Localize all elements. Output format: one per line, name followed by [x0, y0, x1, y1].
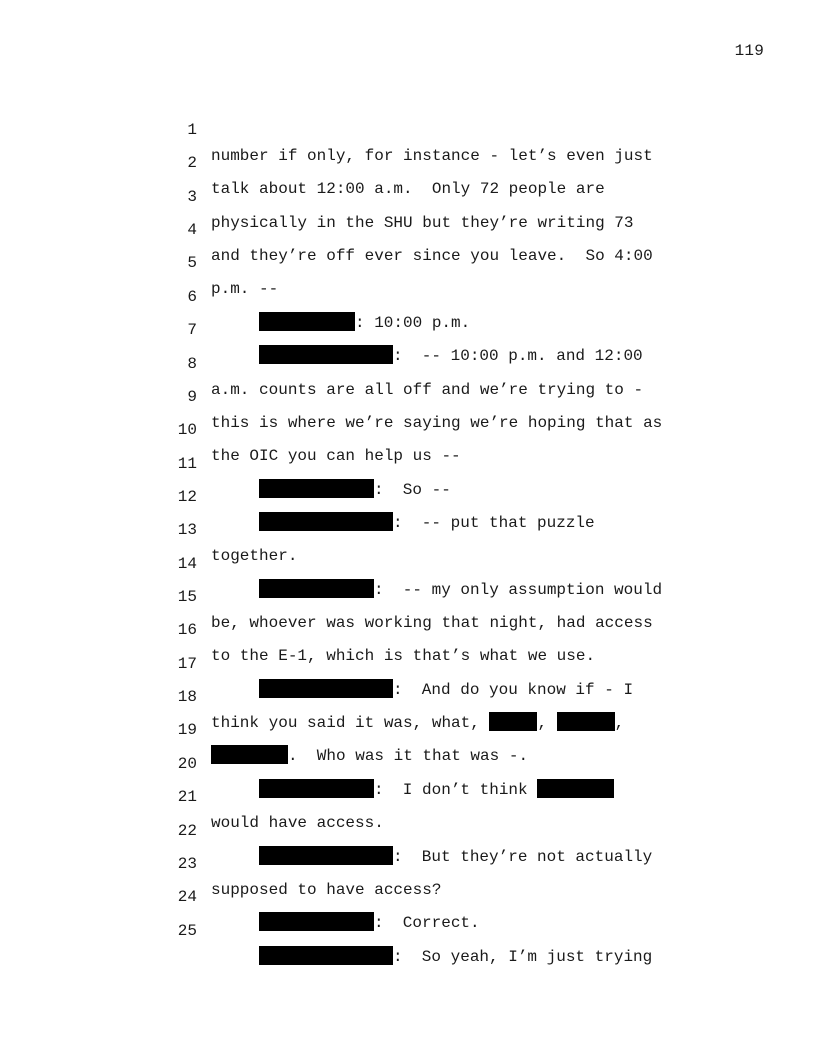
line-number: 11	[177, 454, 197, 473]
line-number: 7	[187, 321, 197, 340]
transcript-line	[172, 291, 672, 366]
line-text: : So --	[374, 480, 451, 499]
redacted-speaker-name	[259, 946, 393, 965]
transcript-line	[172, 158, 672, 232]
line-number: 2	[187, 154, 197, 173]
line-text: a.m. counts are all off and we’re trying to -	[211, 380, 644, 399]
line-text: would have access.	[211, 814, 384, 833]
line-text: : And do you know if - I	[393, 680, 634, 699]
line-text: : Correct.	[374, 914, 480, 933]
line-number: 21	[177, 788, 197, 807]
line-number: 16	[177, 621, 197, 640]
line-text: : -- put that puzzle	[393, 513, 595, 532]
line-number: 18	[177, 688, 197, 707]
line-number: 23	[177, 854, 197, 873]
speaker-line	[259, 944, 652, 970]
line-text: and they’re off ever since you leave. So 4:00	[211, 247, 653, 266]
line-text: number if only, for instance - let’s even just	[211, 147, 653, 165]
line-text: ,	[614, 714, 625, 733]
line-number: 13	[177, 521, 197, 540]
line-number: 1	[187, 121, 197, 139]
line-number: 17	[177, 654, 197, 673]
line-number: 14	[177, 554, 197, 573]
transcript-body	[172, 91, 672, 966]
line-text: : -- my only assumption would	[374, 580, 663, 599]
line-text: think you said it was, what,	[211, 714, 490, 733]
transcript-line	[172, 325, 672, 399]
line-text: together.	[211, 547, 298, 566]
line-text: p.m. --	[211, 280, 279, 299]
transcript-line	[172, 191, 672, 266]
line-text: : 10:00 p.m.	[355, 313, 471, 332]
line-number: 15	[177, 588, 197, 607]
line-text: ,	[537, 714, 557, 733]
line-text: the OIC you can help us --	[211, 447, 461, 466]
line-text: talk about 12:00 a.m. Only 72 people are	[211, 180, 605, 199]
line-number: 24	[177, 888, 197, 907]
transcript-line	[172, 124, 672, 199]
line-text: be, whoever was working that night, had access	[211, 614, 653, 633]
transcript-line	[172, 91, 672, 165]
line-text: : I don’t think	[374, 780, 538, 799]
line-number: 20	[177, 754, 197, 773]
line-number: 22	[177, 821, 197, 840]
line-text: this is where we’re saying we’re hoping that as	[211, 413, 663, 432]
line-number: 6	[187, 287, 197, 306]
line-text: to the E-1, which is that’s what we use.	[211, 647, 596, 666]
line-text: : But they’re not actually	[393, 847, 653, 866]
line-number: 10	[177, 421, 197, 440]
line-number: 9	[187, 387, 197, 406]
transcript-line	[172, 258, 672, 332]
line-number: 3	[187, 187, 197, 206]
page-number: 119	[734, 42, 764, 60]
line-number: 5	[187, 254, 197, 273]
line-text: . Who was it that was -.	[288, 747, 529, 766]
transcript-line	[172, 224, 672, 299]
line-text: : So yeah, I’m just trying	[393, 947, 653, 966]
line-text: supposed to have access?	[211, 880, 442, 899]
line-number: 12	[177, 487, 197, 506]
line-text: : -- 10:00 p.m. and 12:00	[393, 347, 643, 366]
line-number: 19	[177, 721, 197, 740]
line-text: physically in the SHU but they’re writing 73	[211, 213, 634, 232]
line-number: 25	[177, 921, 197, 940]
line-number: 4	[187, 221, 197, 240]
transcript-line	[172, 892, 672, 966]
line-number: 8	[187, 354, 197, 373]
